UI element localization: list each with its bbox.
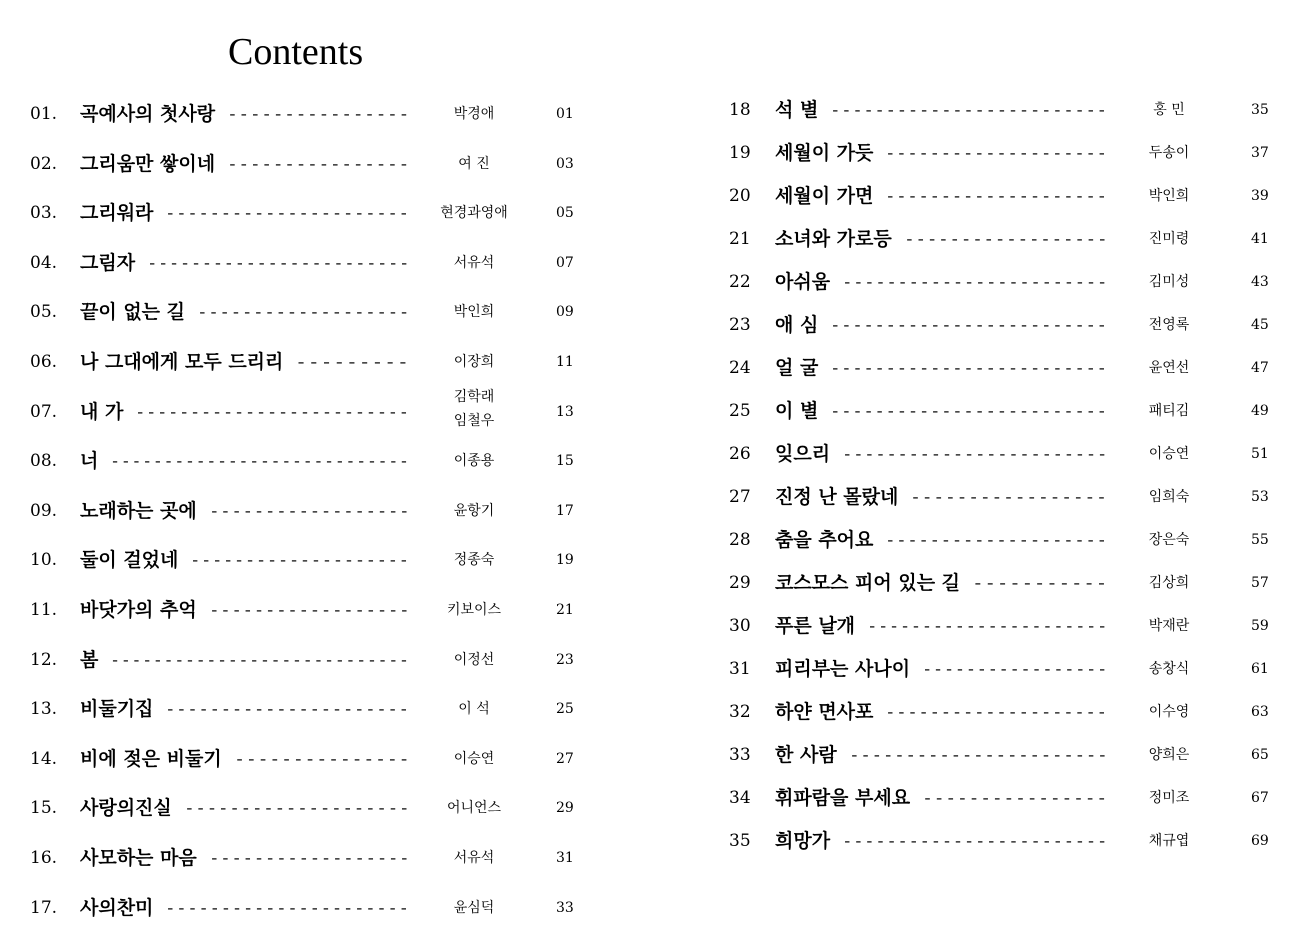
entry-page-number: 19	[556, 552, 574, 569]
entry-number: 35	[729, 831, 751, 851]
entry-leader: -------------------------	[830, 402, 1108, 420]
entry-author: 여 진	[458, 155, 490, 172]
entry-title: 곡예사의 첫사랑	[80, 103, 216, 125]
entry-title: 둘이 걸었네	[80, 549, 179, 572]
entry-title: 사모하는 마음	[80, 847, 197, 869]
contents-entry	[0, 267, 1292, 297]
entry-author: 이장희	[453, 354, 495, 370]
entry-leader: ----------------	[227, 154, 410, 173]
entry-page-number: 67	[1251, 790, 1269, 806]
entry-leader: ------------------------	[842, 832, 1108, 850]
entry-title: 끝이 없는 길	[80, 301, 185, 324]
entry-page-number: 45	[1251, 317, 1269, 333]
entry-title: 춤을 추어요	[775, 529, 874, 551]
entry-page-number: 07	[556, 254, 574, 271]
entry-number: 24	[729, 358, 751, 378]
entry-leader: ----------------------	[165, 204, 410, 223]
entry-leader: --------------------	[885, 531, 1108, 549]
entry-page-number: 31	[556, 850, 574, 866]
entry-number: 08.	[30, 451, 58, 472]
entry-page-number: 33	[556, 899, 574, 916]
contents-entry	[0, 525, 1292, 555]
entry-leader: -----------------	[922, 660, 1108, 678]
contents-entry	[0, 697, 1292, 727]
entry-author: 박인희	[1148, 188, 1190, 204]
entry-title: 비둘기집	[80, 698, 154, 721]
entry-title: 비에 젖은 비둘기	[80, 747, 222, 770]
contents-entry	[0, 611, 1292, 641]
entry-page-number: 51	[1251, 446, 1269, 462]
entry-page-number: 53	[1251, 489, 1269, 505]
entry-author: 이종용	[453, 453, 495, 470]
entry-number: 34	[729, 788, 751, 808]
entry-leader: ------------------------	[147, 253, 410, 272]
entry-title: 사의찬미	[80, 896, 154, 919]
entry-page-number: 23	[556, 651, 574, 668]
entry-page-number: 27	[556, 750, 574, 767]
entry-author: 이수영	[1148, 704, 1190, 720]
entry-leader: -------------------------	[830, 101, 1108, 119]
entry-number: 12.	[30, 649, 58, 670]
entry-leader: -----------	[972, 574, 1108, 592]
entry-author: 키보이스	[446, 602, 502, 618]
entry-page-number: 11	[556, 354, 574, 370]
entry-page-number: 37	[1251, 145, 1269, 161]
entry-title: 희망가	[775, 830, 831, 852]
entry-leader: ------------------	[903, 230, 1108, 248]
contents-entry	[0, 310, 1292, 340]
entry-leader: -----------------	[910, 488, 1108, 506]
entry-leader: ----------------	[922, 789, 1108, 807]
entry-number: 33	[729, 745, 751, 765]
entry-title: 그리움만 쌓이네	[80, 152, 216, 175]
entry-leader: ---------	[295, 353, 410, 371]
entry-leader: ------------------------	[842, 445, 1108, 463]
entry-page-number: 39	[1251, 188, 1269, 204]
entry-author: 윤연선	[1148, 360, 1190, 376]
entry-number: 25	[729, 401, 751, 421]
contents-entry	[0, 396, 1292, 426]
entry-number: 03.	[30, 203, 58, 224]
entry-author: 이승연	[453, 750, 495, 767]
entry-number: 01.	[30, 104, 58, 124]
entry-author: 임희숙	[1148, 489, 1190, 505]
entry-number: 10.	[30, 550, 58, 571]
entry-leader: -------------------------	[830, 359, 1108, 377]
entry-leader: ----------------------------	[110, 452, 410, 471]
entry-title: 세월이 가면	[775, 185, 874, 207]
entry-page-number: 03	[556, 155, 574, 172]
entry-page-number: 29	[556, 800, 574, 817]
entry-page-number: 49	[1251, 403, 1269, 419]
entry-author: 이 석	[458, 701, 490, 718]
entry-page-number: 25	[556, 701, 574, 718]
entry-leader: ----------------------	[867, 617, 1108, 635]
entry-author: 채규엽	[1148, 833, 1190, 849]
entry-title: 내 가	[80, 400, 124, 423]
entry-title: 세월이 가듯	[775, 142, 874, 164]
entry-number: 22	[729, 272, 751, 292]
entry-title: 바닷가의 추억	[80, 599, 197, 621]
entry-page-number: 61	[1251, 661, 1269, 677]
entry-number: 11.	[30, 600, 58, 620]
entry-number: 04.	[30, 252, 58, 273]
entry-number: 16.	[30, 848, 58, 868]
entry-number: 31	[729, 659, 751, 679]
entry-title: 봄	[80, 648, 99, 671]
entry-page-number: 47	[1251, 360, 1269, 376]
entry-leader: ----------------	[227, 105, 410, 123]
entry-title: 그리워라	[80, 202, 154, 225]
contents-entry	[0, 654, 1292, 684]
entry-leader: --------------------	[885, 703, 1108, 721]
entry-number: 05.	[30, 302, 58, 323]
entry-number: 27	[729, 487, 751, 507]
entry-number: 19	[729, 143, 751, 163]
entry-page-number: 05	[556, 205, 574, 222]
entry-number: 20	[729, 186, 751, 206]
contents-entry	[0, 353, 1292, 383]
entry-number: 23	[729, 315, 751, 335]
entry-leader: ------------------	[208, 849, 410, 867]
contents-entry	[0, 740, 1292, 770]
entry-number: 13.	[30, 699, 58, 720]
entry-title: 너	[80, 450, 99, 473]
entry-leader: --------------------	[885, 187, 1108, 205]
entry-page-number: 21	[556, 602, 574, 618]
entry-leader: ------------------	[208, 601, 410, 619]
entry-number: 29	[729, 573, 751, 593]
entry-page-number: 63	[1251, 704, 1269, 720]
entry-author-line: 김학래	[453, 388, 495, 405]
entry-title: 이 별	[775, 400, 819, 422]
entry-leader: -------------------------	[830, 316, 1108, 334]
contents-entry	[0, 826, 1292, 856]
entry-author: 두송이	[1148, 145, 1190, 161]
entry-author-line: 임철우	[453, 412, 495, 429]
entry-number: 02.	[30, 153, 58, 174]
entry-author: 어니언스	[446, 800, 502, 817]
entry-author: 박재란	[1148, 618, 1190, 634]
entry-leader: --------------------	[183, 799, 410, 818]
entry-title: 아쉬움	[775, 271, 831, 293]
entry-leader: ----------------------	[165, 700, 410, 719]
entry-author: 이승연	[1148, 446, 1190, 462]
entry-author: 현경과영애	[440, 205, 508, 222]
entry-number: 14.	[30, 748, 58, 769]
entry-number: 07.	[30, 401, 58, 422]
entry-page-number: 59	[1251, 618, 1269, 634]
entry-leader: ---------------	[233, 749, 410, 768]
entry-page-number: 09	[556, 304, 574, 321]
entry-number: 18	[729, 100, 751, 120]
entry-leader: -----------------------	[848, 746, 1108, 764]
entry-leader: --------------------	[190, 551, 410, 570]
entry-number: 28	[729, 530, 751, 550]
entry-author: 김미성	[1148, 274, 1190, 290]
entry-title: 노래하는 곳에	[80, 499, 197, 522]
entry-author: 전영록	[1148, 317, 1190, 333]
entry-number: 15.	[30, 798, 58, 819]
contents-entry	[0, 568, 1292, 598]
entry-page-number: 43	[1251, 274, 1269, 290]
entry-author: 서유석	[453, 254, 495, 271]
entry-leader: ------------------	[208, 501, 410, 520]
entry-page-number: 17	[556, 502, 574, 519]
contents-entry	[0, 783, 1292, 813]
entry-leader: -------------------	[197, 303, 410, 322]
entry-title: 휘파람을 부세요	[775, 787, 911, 809]
entry-title: 그림자	[80, 251, 136, 274]
entry-number: 21	[729, 229, 751, 249]
entry-title: 애 심	[775, 314, 819, 336]
entry-author: 김상희	[1148, 575, 1190, 591]
entry-page-number: 35	[1251, 102, 1269, 118]
entry-title: 소녀와 가로등	[775, 228, 892, 250]
entry-page-number: 41	[1251, 231, 1269, 247]
entry-leader: ----------------------------	[110, 650, 410, 669]
entry-title: 한 사람	[775, 744, 837, 766]
entry-number: 32	[729, 702, 751, 722]
entry-title: 잊으리	[775, 443, 831, 465]
entry-title: 피리부는 사나이	[775, 658, 911, 680]
contents-entry	[0, 224, 1292, 254]
entry-author: 정종숙	[453, 552, 495, 569]
entry-title: 진정 난 몰랐네	[775, 486, 899, 508]
entry-title: 석 별	[775, 99, 819, 121]
entry-leader: -------------------------	[135, 402, 410, 421]
entry-author: 이정선	[453, 651, 495, 668]
page-title: Contents	[228, 31, 364, 73]
entry-number: 30	[729, 616, 751, 636]
entry-author: 양희은	[1148, 747, 1190, 763]
contents-entry	[0, 439, 1292, 469]
entry-author: 송창식	[1148, 661, 1190, 677]
entry-title: 나 그대에게 모두 드리리	[80, 351, 284, 373]
entry-author: 윤심덕	[453, 899, 495, 916]
entry-title: 하얀 면사포	[775, 701, 874, 723]
entry-page-number: 13	[556, 403, 574, 420]
entry-number: 26	[729, 444, 751, 464]
contents-entry	[0, 138, 1292, 168]
contents-entry	[0, 181, 1292, 211]
contents-entry	[0, 95, 1292, 125]
entry-leader: ----------------------	[165, 898, 410, 917]
entry-author: 윤항기	[453, 502, 495, 519]
entry-author: 박경애	[453, 106, 495, 122]
entry-page-number: 55	[1251, 532, 1269, 548]
entry-author: 정미조	[1148, 790, 1190, 806]
entry-leader: ------------------------	[842, 273, 1108, 291]
contents-entry	[0, 482, 1292, 512]
entry-page-number: 57	[1251, 575, 1269, 591]
entry-author: 진미령	[1148, 231, 1190, 247]
contents-entry	[0, 893, 1292, 923]
entry-author: 홍 민	[1153, 102, 1185, 118]
entry-number: 09.	[30, 500, 58, 521]
entry-author: 장은숙	[1148, 532, 1190, 548]
entry-author: 패티김	[1148, 403, 1190, 419]
entry-page-number: 15	[556, 453, 574, 470]
entry-title: 코스모스 피어 있는 길	[775, 572, 961, 594]
entry-number: 06.	[30, 352, 58, 372]
entry-title: 푸른 날개	[775, 615, 856, 637]
entry-page-number: 65	[1251, 747, 1269, 763]
entry-author: 박인희	[453, 304, 495, 321]
entry-title: 얼 굴	[775, 357, 819, 379]
entry-page-number: 69	[1251, 833, 1269, 849]
entry-title: 사랑의진실	[80, 797, 172, 820]
entry-author: 서유석	[453, 850, 495, 866]
entry-leader: --------------------	[885, 144, 1108, 162]
entry-page-number: 01	[556, 106, 574, 122]
entry-number: 17.	[30, 897, 58, 918]
